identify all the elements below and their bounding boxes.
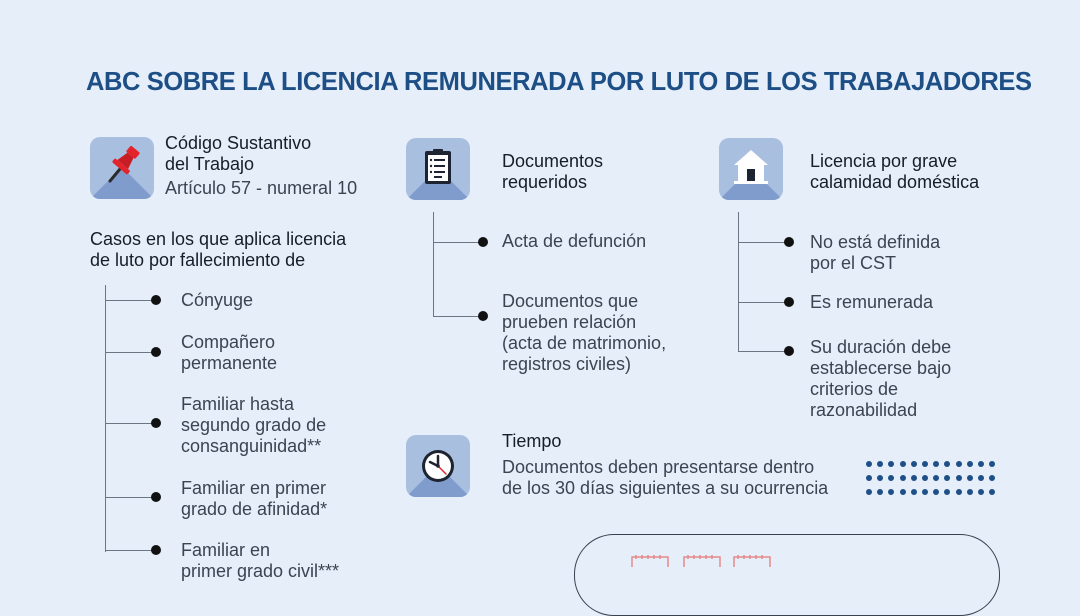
clock-icon bbox=[406, 435, 470, 497]
tiempo-line2: de los 30 días siguientes a su ocurrencia bbox=[502, 478, 829, 498]
bullet bbox=[151, 295, 161, 305]
codigo-title-line1: Código Sustantivo bbox=[165, 133, 312, 153]
bullet bbox=[784, 346, 794, 356]
decorative-dot-grid bbox=[866, 461, 1000, 495]
house-icon bbox=[719, 138, 783, 200]
bullet bbox=[478, 311, 488, 321]
documentos-title-line1: Documentos bbox=[502, 151, 604, 171]
tiempo-heading: Tiempo bbox=[502, 431, 562, 451]
tiempo-line1: Documentos deben presentarse dentro bbox=[502, 457, 815, 477]
bullet bbox=[784, 297, 794, 307]
pin-icon bbox=[90, 137, 154, 199]
casos-tree-line bbox=[105, 285, 106, 552]
licencia-title-line2: calamidad doméstica bbox=[810, 172, 980, 192]
bullet bbox=[784, 237, 794, 247]
casos-heading-line2: de luto por fallecimiento de bbox=[90, 250, 306, 270]
bullet bbox=[151, 418, 161, 428]
bullet bbox=[151, 347, 161, 357]
documentos-tree-line bbox=[433, 212, 434, 316]
casos-heading-line1: Casos en los que aplica licencia bbox=[90, 229, 347, 249]
codigo-title-line2: del Trabajo bbox=[165, 154, 255, 174]
calendar-icons bbox=[630, 552, 780, 567]
bottom-rounded-panel bbox=[574, 534, 1000, 616]
licencia-tree-line bbox=[738, 212, 739, 352]
licencia-title-line1: Licencia por grave bbox=[810, 151, 958, 171]
bullet bbox=[478, 237, 488, 247]
bullet bbox=[151, 492, 161, 502]
clipboard-icon bbox=[406, 138, 470, 200]
bullet bbox=[151, 545, 161, 555]
documentos-title-line2: requeridos bbox=[502, 172, 588, 192]
page-title: ABC SOBRE LA LICENCIA REMUNERADA POR LUTO DE LOS TRABAJADORES bbox=[86, 68, 1032, 96]
codigo-article: Artículo 57 - numeral 10 bbox=[165, 178, 358, 198]
